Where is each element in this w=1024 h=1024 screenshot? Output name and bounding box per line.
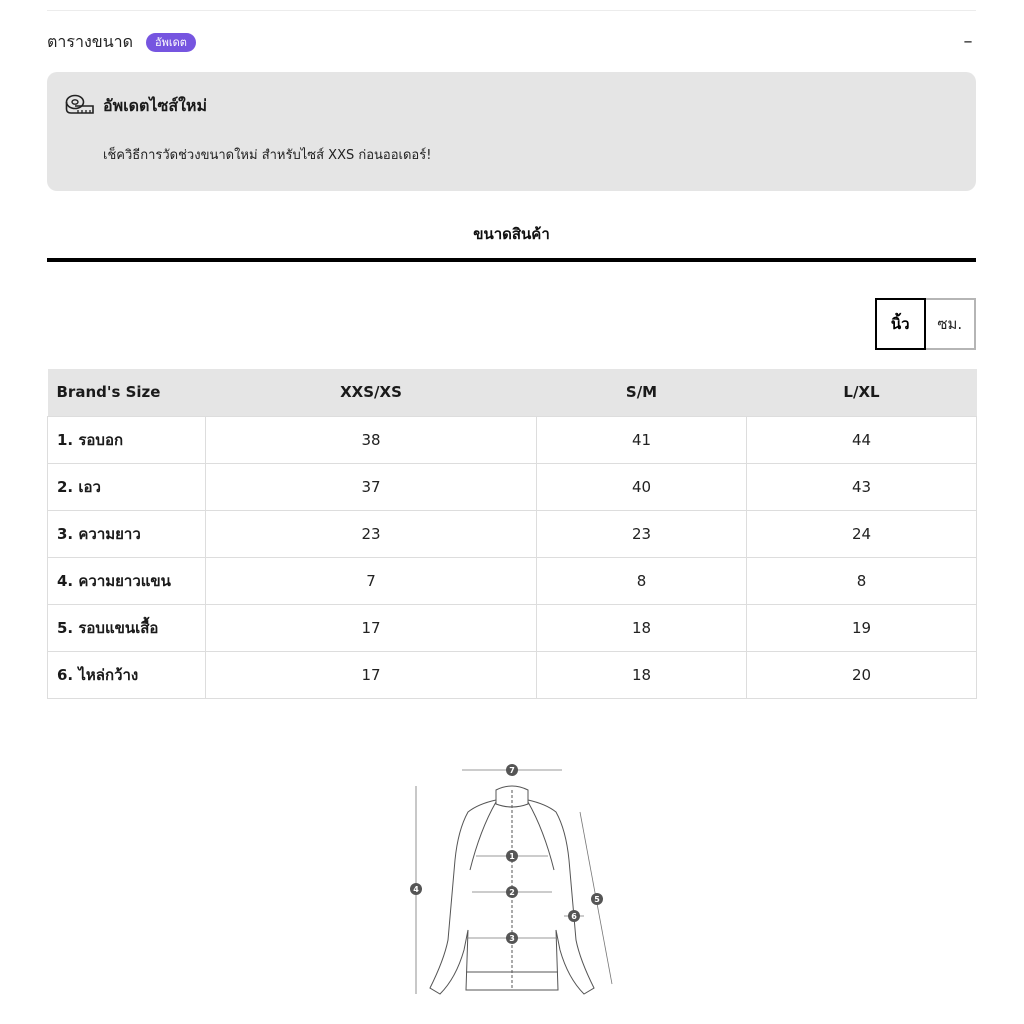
tab-bar (47, 222, 976, 262)
table-row (48, 557, 977, 604)
table-cell: 8 (537, 557, 747, 604)
table-cell: 24 (747, 510, 977, 557)
size-table (47, 369, 977, 699)
table-cell: 40 (537, 463, 747, 510)
jacket-measurement-diagram (400, 760, 630, 1000)
unit-toggle (875, 298, 976, 350)
marker-6: 6 (571, 912, 577, 921)
table-cell: 18 (537, 651, 747, 698)
row-label: 5. รอบแขนเสื้อ (48, 604, 206, 651)
table-row (48, 510, 977, 557)
header-brand-size: Brand's Size (48, 369, 206, 416)
marker-3: 3 (509, 934, 515, 943)
table-cell: 23 (537, 510, 747, 557)
marker-4: 4 (413, 885, 419, 894)
table-header-row (48, 369, 977, 416)
table-cell: 41 (537, 416, 747, 463)
marker-1: 1 (509, 852, 515, 861)
notice-text: เช็ควิธีการวัดช่วงขนาดใหม่ สำหรับไซส์ XXS ก่อนออเดอร์! (103, 148, 432, 163)
row-label: 2. เอว (48, 463, 206, 510)
marker-7: 7 (509, 766, 515, 775)
marker-5: 5 (594, 895, 600, 904)
collapse-icon[interactable]: – (963, 31, 973, 52)
table-cell: 44 (747, 416, 977, 463)
update-notice (47, 72, 976, 191)
table-cell: 18 (537, 604, 747, 651)
table-row (48, 416, 977, 463)
table-cell: 17 (206, 604, 537, 651)
table-cell: 38 (206, 416, 537, 463)
row-label: 3. ความยาว (48, 510, 206, 557)
table-row (48, 651, 977, 698)
unit-inch-button[interactable]: นิ้ว (875, 298, 926, 350)
marker-2: 2 (509, 888, 515, 897)
table-cell: 7 (206, 557, 537, 604)
row-label: 1. รอบอก (48, 416, 206, 463)
row-label: 4. ความยาวแขน (48, 557, 206, 604)
notice-title: อัพเดตไซส์ใหม่ (103, 96, 207, 115)
unit-cm-button[interactable]: ซม. (926, 298, 976, 350)
table-cell: 19 (747, 604, 977, 651)
table-cell: 37 (206, 463, 537, 510)
section-title: ตารางขนาด (47, 31, 134, 51)
top-divider (47, 10, 976, 11)
tab-active-indicator (47, 258, 976, 262)
table-row (48, 604, 977, 651)
table-cell: 43 (747, 463, 977, 510)
tab-product-size[interactable]: ขนาดสินค้า (473, 225, 550, 243)
table-cell: 8 (747, 557, 977, 604)
table-row (48, 463, 977, 510)
update-badge: อัพเดต (146, 33, 196, 52)
header-xxs-xs: XXS/XS (206, 369, 537, 416)
header-s-m: S/M (537, 369, 747, 416)
table-cell: 20 (747, 651, 977, 698)
header-l-xl: L/XL (747, 369, 977, 416)
table-cell: 23 (206, 510, 537, 557)
measuring-tape-icon (65, 94, 95, 116)
row-label: 6. ไหล่กว้าง (48, 651, 206, 698)
table-cell: 17 (206, 651, 537, 698)
size-chart-header[interactable] (47, 28, 976, 56)
